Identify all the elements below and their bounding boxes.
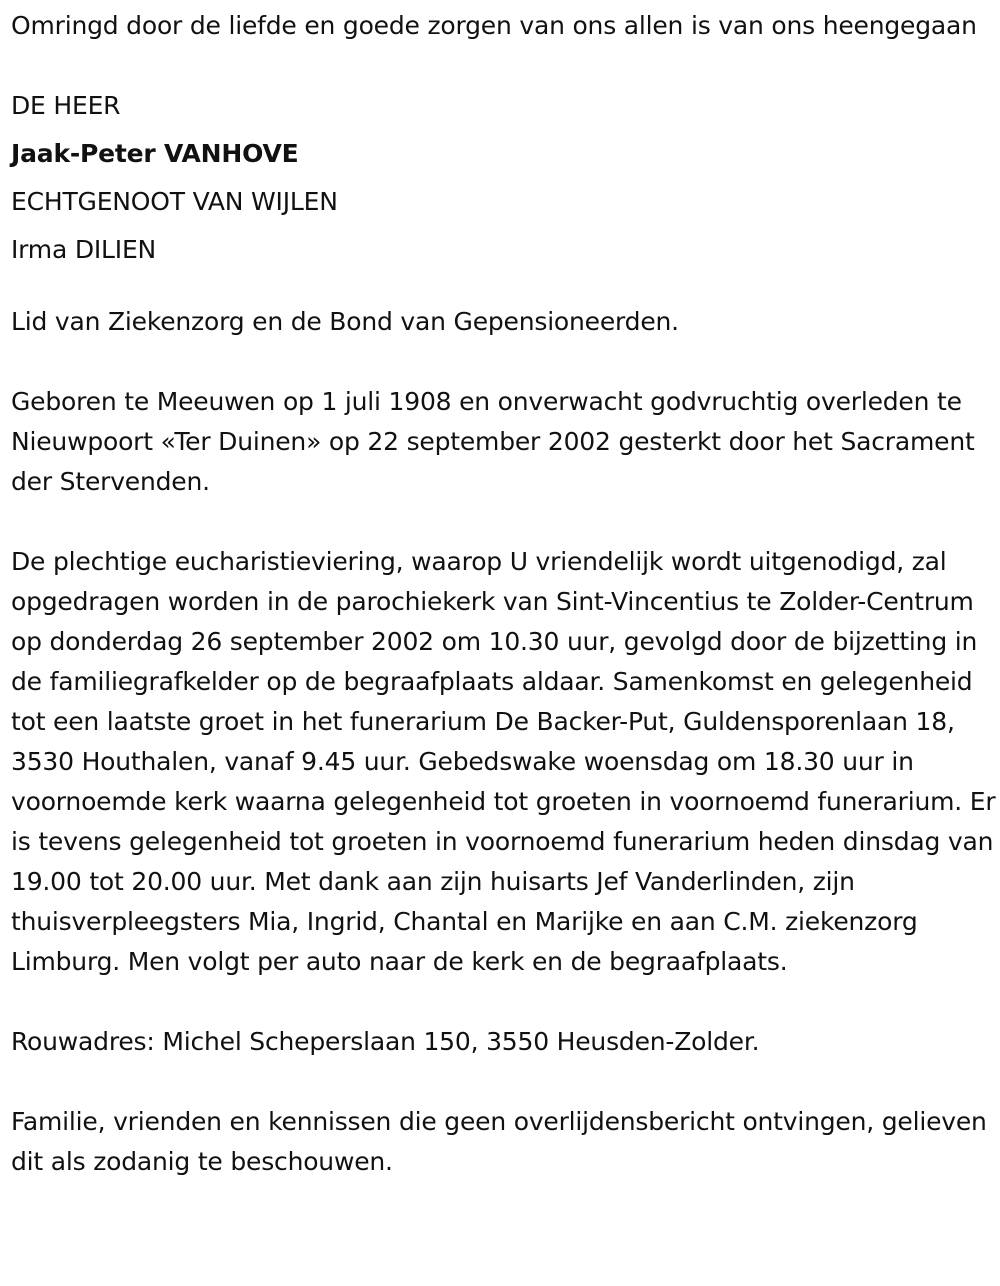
membership-paragraph: Lid van Ziekenzorg en de Bond van Gepensioneerden. [11,307,679,336]
closing-paragraph: Familie, vrienden en kennissen die geen overlijdensbericht ontvingen, gelieven dit als zodanig te beschouwen. [11,1107,987,1176]
spouse-name: Irma DILIEN [11,235,157,264]
intro-paragraph: Omringd door de liefde en goede zorgen van ons allen is van ons heengegaan [11,11,977,40]
deceased-name: Jaak-Peter VANHOVE [11,139,299,168]
deceased-heading [11,86,996,270]
death-notice [11,6,996,1182]
address-paragraph: Rouwadres: Michel Scheperslaan 150, 3550 Heusden-Zolder. [11,1027,760,1056]
birth-death-paragraph: Geboren te Meeuwen op 1 juli 1908 en onverwacht godvruchtig overleden te Nieuwpoort «Ter Duinen» op 22 september 2002 gesterkt door het Sacrament der Stervenden. [11,387,975,496]
spouse-label: ECHTGENOOT VAN WIJLEN [11,187,338,216]
title-line: DE HEER [11,91,121,120]
ceremony-paragraph: De plechtige eucharistieviering, waarop U vriendelijk wordt uitgenodigd, zal opgedragen worden in de parochiekerk van Sint-Vincentius te Zolder-Centrum op donderdag 26 september 2002 om 10.30 uur, gevolgd door de bijzetting in de familiegrafkelder op de begraafplaats aldaar. Samenkomst en gelegenheid tot een laatste groet in het funerarium De Backer-Put, Guldensporenlaan 18, 3530 Houthalen, vanaf 9.45 uur. Gebedswake woensdag om 18.30 uur in voornoemde kerk waarna gelegenheid tot groeten in voornoemd funerarium. Er is tevens gelegenheid tot groeten in voornoemd funerarium heden dinsdag van 19.00 tot 20.00 uur. Met dank aan zijn huisarts Jef Vanderlinden, zijn thuisverpleegsters Mia, Ingrid, Chantal en Marijke en aan C.M. ziekenzorg Limburg. Men volgt per auto naar de kerk en de begraafplaats. [11,547,996,976]
